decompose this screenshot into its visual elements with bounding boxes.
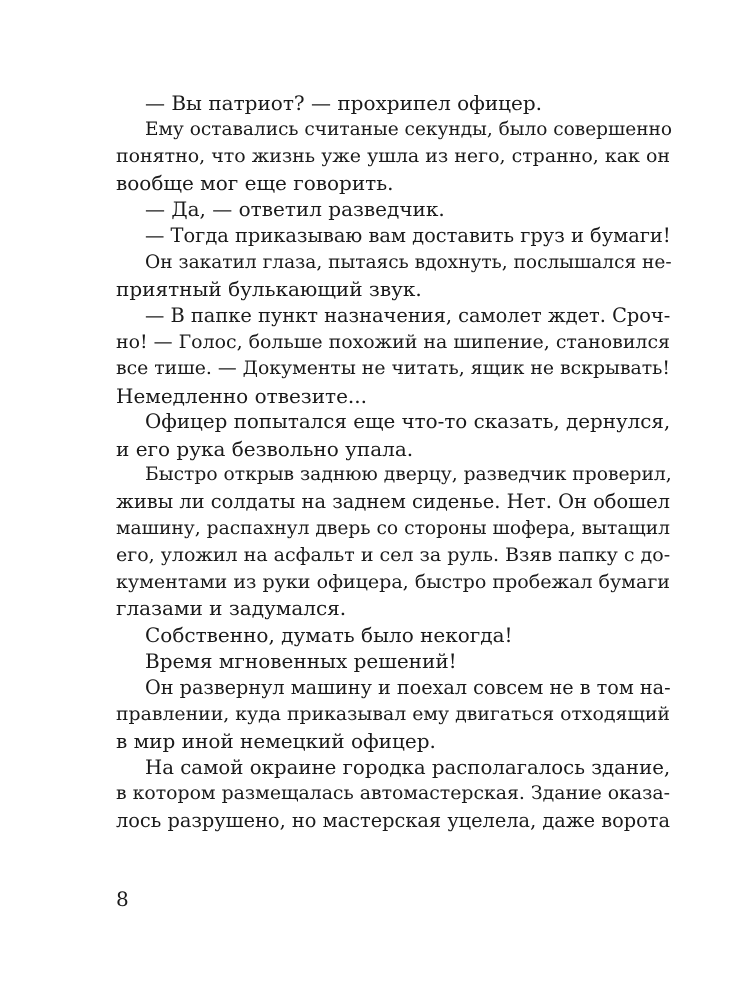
page-number: 8	[116, 887, 129, 911]
text-line: глазами и задумался.	[116, 596, 347, 621]
text-line: Офицер попытался еще что-то сказать, дернулся,	[145, 410, 671, 434]
text-line: — В папке пункт назначения, самолет ждет. Сроч-	[145, 303, 671, 327]
text-line: Он закатил глаза, пытаясь вдохнуть, послышался не-	[145, 251, 672, 273]
text-line: правлении, куда приказывал ему двигаться отходящий	[116, 703, 670, 725]
text-line: кументами из руки офицера, быстро пробежал бумаги	[116, 570, 670, 593]
text-line: все тише. — Документы не читать, ящик не вскрывать!	[116, 357, 670, 379]
text-line: — Вы патриот? — прохрипел офицер.	[145, 91, 543, 115]
text-line: машину, распахнул дверь со стороны шофера, вытащил	[116, 517, 670, 539]
text-line: Немедленно отвезите...	[116, 383, 367, 408]
text-line: в котором размещалась автомастерская. Здание оказа-	[116, 783, 670, 805]
body-text	[116, 90, 673, 835]
text-line: но! — Голос, больше похожий на шипение, становился	[116, 331, 670, 354]
text-line: лось разрушено, но мастерская уцелела, даже ворота	[116, 809, 670, 833]
text-line: живы ли солдаты на заднем сиденье. Нет. Он обошел	[116, 489, 670, 513]
text-line: вообще мог еще говорить.	[116, 170, 394, 195]
text-line: Собственно, думать было некогда!	[145, 622, 513, 647]
text-line: Он развернул машину и поехал совсем не в том на-	[145, 676, 671, 700]
text-line: понятно, что жизнь уже ушла из него, странно, как он	[116, 145, 670, 168]
text-line: и его рука безвольно упала.	[116, 436, 414, 461]
text-line: — Тогда приказываю вам доставить груз и бумаги!	[145, 223, 671, 247]
text-line: Быстро открыв заднюю дверцу, разведчик проверил,	[145, 464, 672, 486]
text-line: его, уложил на асфальт и сел за руль. Взяв папку с до-	[116, 544, 671, 567]
text-line: — Да, — ответил разведчик.	[145, 197, 445, 222]
text-line: Время мгновенных решений!	[145, 649, 457, 674]
text-line: На самой окраине городка располагалось здание,	[145, 755, 671, 779]
text-line: приятный булькающий звук.	[116, 277, 422, 302]
text-line: Ему оставались считаные секунды, было совершенно	[145, 118, 673, 140]
text-line: в мир иной немецкий офицер.	[116, 729, 436, 754]
